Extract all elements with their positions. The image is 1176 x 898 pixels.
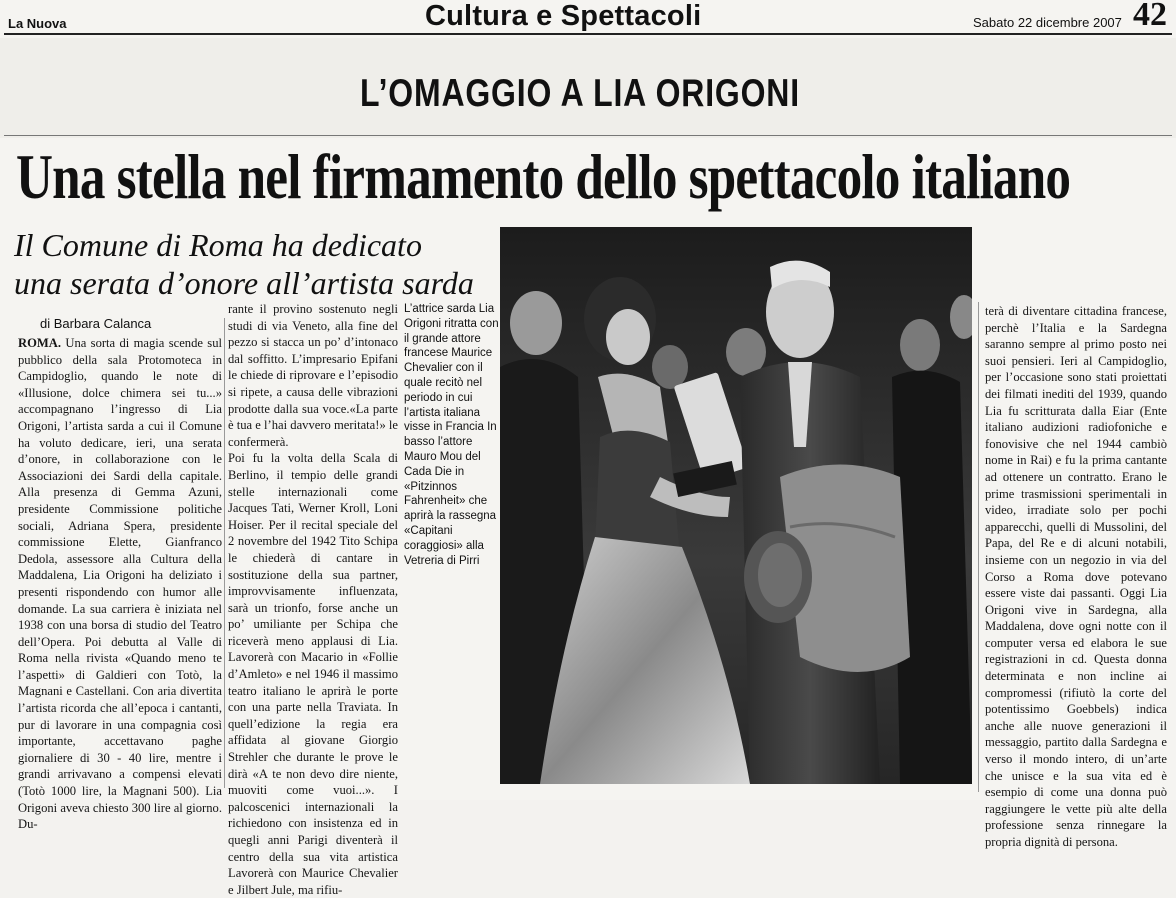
issue-date: Sabato 22 dicembre 2007	[973, 15, 1122, 30]
subtitle-line-1: Il Comune di Roma ha dedicato	[14, 227, 422, 263]
publication-name: La Nuova	[8, 16, 67, 31]
section-title: Cultura e Spettacoli	[425, 0, 702, 32]
article-column-2: rante il provino sostenuto negli studi di via Veneto, alla fine del pezzo si stacca un po’ d’intonaco dal soffitto. L’impresario Epifani le chiede di riprovare e l’episodio si ripete, a causa delle vibrazioni prodotte dalla sua voce.«La parte è tua e l’hai davvero meritata!» le confermerà. Poi fu la volta della Scala di Berlino, il tempio delle grandi stelle internazionali come Jacques Tati, Werner Kroll, Loni Hoiser. Per il recital speciale del 2 novembre del 1942 Tito Schipa le chiederà di cantare in sostituzione della sua partner, improvvisamente influenzata, sarà un trionfo, forse anche un po’ umiliante per Schipa che riceverà meno applausi di Lia. Lavorerà con Macario in «Follie d’Amleto» e nel 1946 il massimo teatro italiano le aprirà le porte con una parte nella Traviata. In quell’edizione la regia era affidata al giovane Giorgio Strehler che durante le prove le dirà «A te non devo dire niente, muoviti come vuoi...». I palcoscenici internazionali la richiedono con insistenza ed in quegli anni Parigi diventerà il centro della sua vita artistica Lavorerà con Maurice Chevalier e Jilbert Jule, ma rifiu-	[228, 302, 398, 897]
photo-caption: L’attrice sarda Lia Origoni ritratta con il grande attore francese Maurice Chevalier con il quale recitò nel periodo in cui l’artista italiana visse in Francia In basso l’attore Mauro Mou del Cada Die in «Pitzinnos Fahrenheit» che aprirà la rassegna «Capitani coraggiosi» alla Vetreria di Pirri	[404, 303, 499, 567]
column-1-text: Una sorta di magia scende sul pubblico della sala Protomoteca in Campidoglio, quando le note di «Illusione, dolce chimera sei tu...» accompagnano l’ingresso di Lia Origoni, l’artista sarda a cui il Comune ha voluto dedicare, ieri, una serata d’onore, in collaborazione con le Associazioni dei Sardi della capitale. Alla presenza di Gemma Azuni, presidente Commissione politiche sociali, Adriana Spera, presidente commissione Elette, Gianfranco Dedola, assessore alla Cultura della Maddalena, Lia Origoni ha deliziato i presenti rispondendo con humor alle domande. La sua carriera è iniziata nel 1938 con una borsa di studio del Teatro dell’Opera. Poi debutta al Valle di Roma nella rivista «Quando meno te l’aspetti» di Galdieri con Totò, la Magnani e Castellani. Con aria divertita l’artista ricorda che all’epoca i cantanti, pur di lavorare in una compagnia così importante, accettavano paghe giornaliere di 30 - 40 lire, mentre i grandi arrivavano a compensi elevati (Totò 1000 lire, la Magnani 500). Lia Origoni aveva chiesto 300 lire al giorno. Du-	[18, 336, 222, 832]
column-separator	[224, 318, 225, 788]
dateline: ROMA.	[18, 336, 62, 350]
subtitle	[14, 226, 474, 302]
article-column-1	[18, 335, 222, 833]
article-column-3: terà di diventare cittadina francese, perchè l’Italia e la Sardegna saranno sempre al primo posto nei suoi pensieri. Ieri al Campidoglio, per l’occasione sono stati proiettati dei filmati inediti del 1939, quando Lia fu scritturata dalla Eiar (Ente italiano audizioni radiofoniche e fonovisive che nel 1944 cambiò nome in Rai) e fu la prima cantante ad ottenere un contratto. Erano le prime trasmissioni sperimentali in video, irradiate solo per pochi apparecchi, quelli di Mussolini, del Papa, del Re e di alcuni notabili, insieme con un negozio in via del Corso a Roma dove potevano essere viste dai passanti. Oggi Lia Origoni vive in Sardegna, alla Maddalena, dove ogni notte con il computer versa ed elabora le sue registrazioni in cd. Questa donna determinata e non incline ai compromessi (rifiutò la corte del potentissimo Goebbels) indica anche alle nuove generazioni il messaggio, partito dalla Sardegna e verso il mondo intero, di un’arte che unisce e la sua vita ed è esempio di come una donna può raggiungere le vette più alte della professione senza rinnegare la propria dignità di persona.	[985, 304, 1167, 849]
header-rule	[4, 33, 1172, 35]
photo-lia-origoni-chevalier	[500, 227, 972, 784]
subtitle-line-2: una serata d’onore all’artista sarda	[14, 265, 474, 301]
headline: Una stella nel firmamento dello spettacolo italiano	[16, 141, 1071, 212]
column-separator	[978, 302, 979, 792]
page-number: 42	[1133, 0, 1167, 33]
kicker-divider	[4, 135, 1172, 136]
byline: di Barbara Calanca	[40, 316, 152, 331]
kicker: L’OMAGGIO A LIA ORIGONI	[360, 72, 800, 115]
